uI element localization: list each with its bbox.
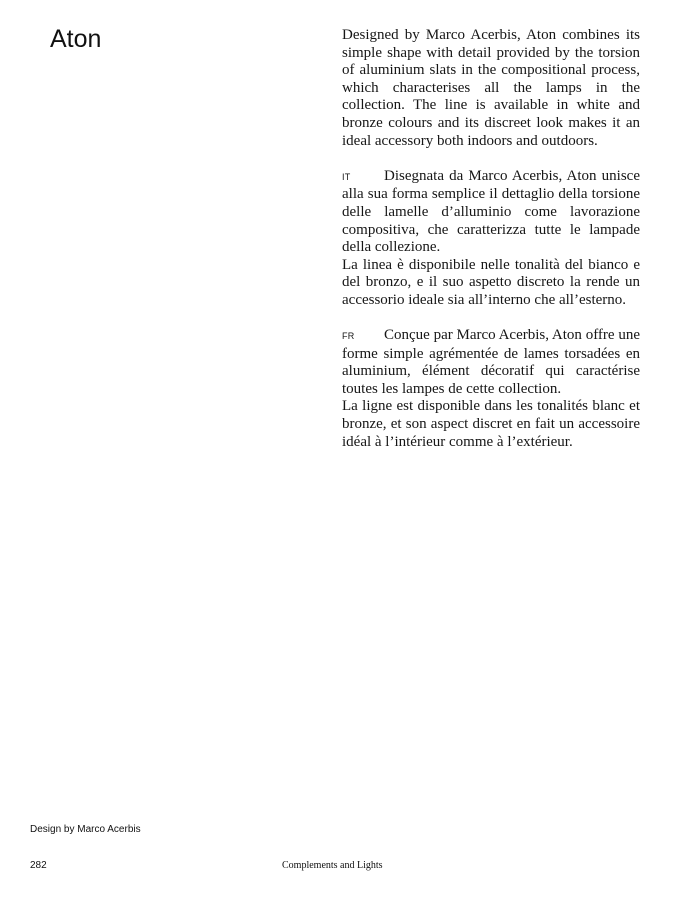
description-italian-paragraph-1 (342, 168, 640, 257)
language-label-fr: FR (342, 331, 355, 342)
description-french-paragraph-2: La ligne est disponible dans les tonalités blanc et bronze, et son aspect discret en fait un accessoire idéal à l’intérieur comme à l’extérieur. (342, 398, 640, 450)
section-footer: Complements and Lights (282, 860, 383, 871)
description-french (342, 327, 640, 451)
description-italian-paragraph-2: La linea è disponibile nelle tonalità del bianco e del bronzo, e il suo aspetto discreto la rende un accessorio ideale sia all’interno che all’esterno. (342, 256, 640, 308)
italian-text-1: Disegnata da Marco Acerbis, Aton unisce alla sua forma semplice il dettaglio della torsione delle lamelle d’alluminio come lavorazione compositiva, che caratterizza tutte le lampade della collezione. (342, 167, 640, 256)
description-column (342, 27, 640, 451)
language-label-it: IT (342, 171, 351, 182)
page-number: 282 (30, 860, 47, 871)
french-text-1: Conçue par Marco Acerbis, Aton offre une forme simple agrémentée de lames torsadées en aluminium, élément décoratif qui caractérise toutes les lampes de cette collection. (342, 327, 640, 397)
description-italian (342, 168, 640, 310)
description-english: Designed by Marco Acerbis, Aton combines its simple shape with detail provided by the torsion of aluminium slats in the compositional process, which characterises all the lamps in the collection. The line is available in white and bronze colours and its discreet look makes it an ideal accessory both indoors and outdoors. (342, 27, 640, 149)
page-title: Aton (50, 25, 102, 53)
description-french-paragraph-1 (342, 327, 640, 398)
designer-credit: Design by Marco Acerbis (30, 824, 141, 835)
